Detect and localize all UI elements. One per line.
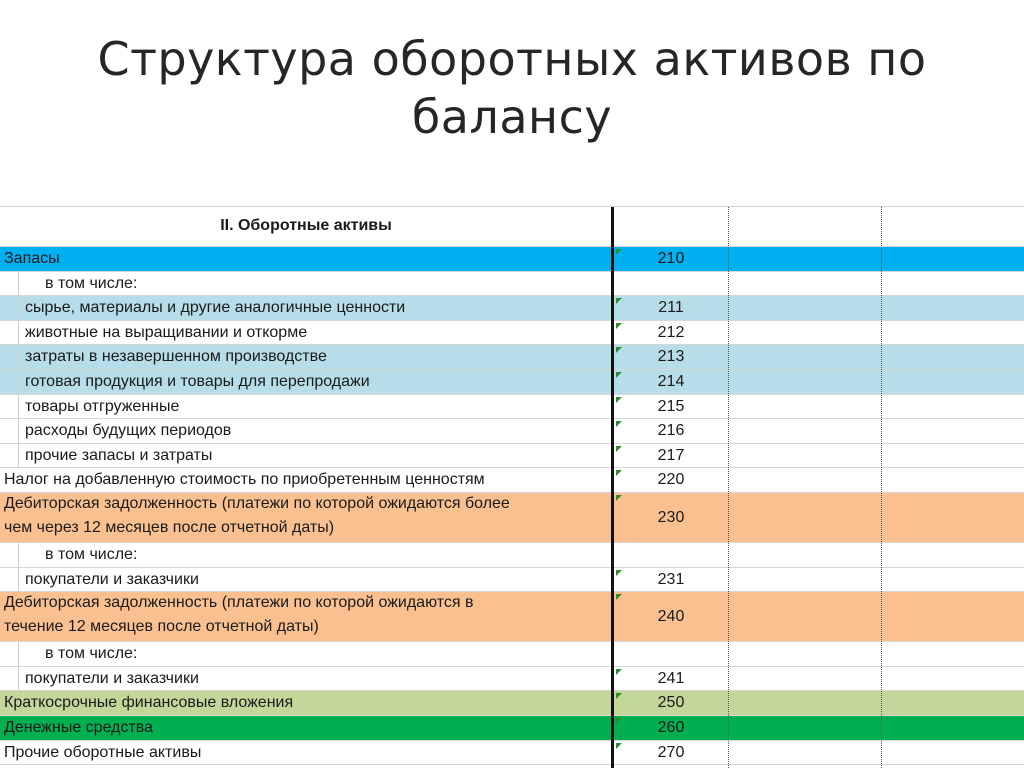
row-label-cell — [0, 247, 612, 271]
row-label-cell — [18, 642, 612, 666]
empty-cell — [882, 543, 1024, 567]
table-row — [0, 667, 1024, 692]
row-label-cell — [18, 296, 612, 320]
table-row — [0, 321, 1024, 346]
row-code: 220 — [657, 471, 685, 489]
empty-cell — [729, 716, 881, 740]
row-label: Запасы — [4, 250, 60, 267]
row-code-cell — [614, 667, 728, 691]
row-code: 260 — [657, 719, 685, 736]
row-code: 213 — [657, 348, 685, 366]
row-code-cell — [614, 568, 728, 592]
table-row — [0, 568, 1024, 593]
row-code: 240 — [657, 608, 685, 626]
row-code: 214 — [657, 373, 685, 390]
column-divider-dotted — [881, 207, 882, 768]
empty-cell — [882, 247, 1024, 271]
row-code: 212 — [657, 323, 685, 341]
empty-cell — [882, 444, 1024, 468]
row-code: 241 — [657, 669, 685, 687]
table-row — [0, 592, 1024, 642]
row-code-cell — [614, 321, 728, 345]
row-label: покупатели и заказчики — [25, 669, 199, 687]
empty-cell — [729, 247, 881, 271]
empty-cell — [882, 296, 1024, 320]
empty-cell — [882, 395, 1024, 419]
row-code-cell — [614, 642, 728, 666]
row-label: животные на выращивании и откорме — [25, 323, 308, 341]
row-label: в том числе: — [45, 274, 138, 292]
row-code: 217 — [657, 446, 685, 464]
empty-cell — [729, 741, 881, 765]
row-label: покупатели и заказчики — [25, 570, 199, 588]
empty-cell — [729, 642, 881, 666]
row-label-cell — [18, 395, 612, 419]
row-label-cell — [0, 741, 612, 765]
table-row — [0, 345, 1024, 370]
empty-cell — [729, 543, 881, 567]
row-label-cell — [18, 667, 612, 691]
empty-cell — [729, 296, 881, 320]
row-code: 250 — [657, 694, 685, 712]
table-header: II. Оборотные активы — [220, 217, 392, 234]
row-label-cell — [18, 444, 612, 468]
row-label: в том числе: — [45, 546, 138, 563]
row-code: 210 — [657, 250, 685, 267]
empty-cell — [729, 321, 881, 345]
empty-cell — [729, 395, 881, 419]
row-code: 270 — [657, 743, 685, 761]
empty-cell — [729, 468, 881, 492]
row-code-cell — [614, 468, 728, 492]
table-row — [0, 468, 1024, 493]
empty-cell — [729, 272, 881, 296]
row-code-cell — [614, 370, 728, 394]
row-code-cell — [614, 716, 728, 740]
row-code-cell — [614, 419, 728, 443]
row-label-line: течение 12 месяцев после отчетной даты) — [4, 618, 319, 636]
empty-cell — [729, 493, 881, 542]
empty-cell — [729, 444, 881, 468]
row-label: товары отгруженные — [25, 397, 180, 415]
empty-cell — [882, 741, 1024, 765]
empty-cell — [729, 345, 881, 369]
row-label-cell — [18, 568, 612, 592]
spreadsheet-table — [0, 206, 1024, 768]
row-label: Денежные средства — [4, 719, 153, 736]
table-row — [0, 543, 1024, 568]
empty-cell — [882, 568, 1024, 592]
empty-cell — [729, 592, 881, 641]
row-code-cell — [614, 592, 728, 641]
table-header-row — [0, 207, 1024, 247]
row-code: 215 — [657, 397, 685, 415]
table-header-cell — [0, 207, 612, 246]
row-code-cell — [614, 543, 728, 567]
row-label-cell — [0, 716, 612, 740]
table-row — [0, 370, 1024, 395]
row-label: сырье, материалы и другие аналогичные ценности — [25, 299, 406, 317]
empty-cell — [729, 667, 881, 691]
row-code-cell — [614, 493, 728, 542]
empty-cell — [729, 691, 881, 715]
table-row — [0, 419, 1024, 444]
table-row — [0, 395, 1024, 420]
row-label: Прочие оборотные активы — [4, 743, 202, 761]
table-row — [0, 247, 1024, 272]
row-label-cell — [18, 345, 612, 369]
row-code: 231 — [657, 570, 685, 588]
row-code: 230 — [657, 509, 685, 526]
row-code-cell — [614, 444, 728, 468]
slide-title: Структура оборотных активов по балансу — [97, 32, 927, 144]
row-label-line: чем через 12 месяцев после отчетной даты) — [4, 519, 335, 536]
empty-cell — [882, 642, 1024, 666]
table-row — [0, 493, 1024, 543]
row-label: расходы будущих периодов — [25, 422, 232, 440]
table-row — [0, 716, 1024, 741]
empty-cell — [882, 345, 1024, 369]
table-row — [0, 444, 1024, 469]
row-label: затраты в незавершенном производстве — [25, 348, 327, 366]
row-label-line: Дебиторская задолженность (платежи по которой ожидаются в — [4, 594, 474, 612]
table-row — [0, 296, 1024, 321]
empty-cell — [882, 370, 1024, 394]
empty-cell — [882, 493, 1024, 542]
row-label-cell — [18, 272, 612, 296]
row-label-line: Дебиторская задолженность (платежи по которой ожидаются более — [4, 495, 510, 512]
row-label: готовая продукция и товары для перепродажи — [25, 373, 370, 390]
row-label: прочие запасы и затраты — [25, 446, 213, 464]
row-code-cell — [614, 741, 728, 765]
table-row — [0, 272, 1024, 297]
empty-cell — [729, 370, 881, 394]
empty-cell — [882, 468, 1024, 492]
row-label: в том числе: — [45, 645, 138, 663]
row-label-cell — [0, 468, 612, 492]
row-code-cell — [614, 296, 728, 320]
table-row — [0, 642, 1024, 667]
row-code-cell — [614, 247, 728, 271]
row-code: 211 — [658, 299, 684, 317]
row-code-cell — [614, 272, 728, 296]
row-label-cell — [18, 543, 612, 567]
row-label-cell — [0, 691, 612, 715]
row-label-cell — [0, 592, 612, 641]
row-code: 216 — [657, 422, 685, 440]
empty-cell — [882, 716, 1024, 740]
empty-cell — [729, 419, 881, 443]
row-label: Налог на добавленную стоимость по приобретенным ценностям — [4, 471, 485, 489]
table-row — [0, 691, 1024, 716]
empty-cell — [882, 419, 1024, 443]
empty-cell — [882, 592, 1024, 641]
row-code-cell — [614, 691, 728, 715]
table-row — [0, 741, 1024, 766]
empty-cell — [882, 272, 1024, 296]
column-divider — [611, 207, 614, 768]
empty-cell — [882, 667, 1024, 691]
empty-cell — [882, 321, 1024, 345]
empty-cell — [882, 691, 1024, 715]
row-label-cell — [18, 321, 612, 345]
row-code-cell — [614, 395, 728, 419]
row-label-cell — [0, 493, 612, 542]
row-code-cell — [614, 345, 728, 369]
row-label-cell — [18, 370, 612, 394]
row-label-cell — [18, 419, 612, 443]
column-divider-dotted — [728, 207, 729, 768]
empty-cell — [729, 568, 881, 592]
row-label: Краткосрочные финансовые вложения — [4, 694, 294, 712]
